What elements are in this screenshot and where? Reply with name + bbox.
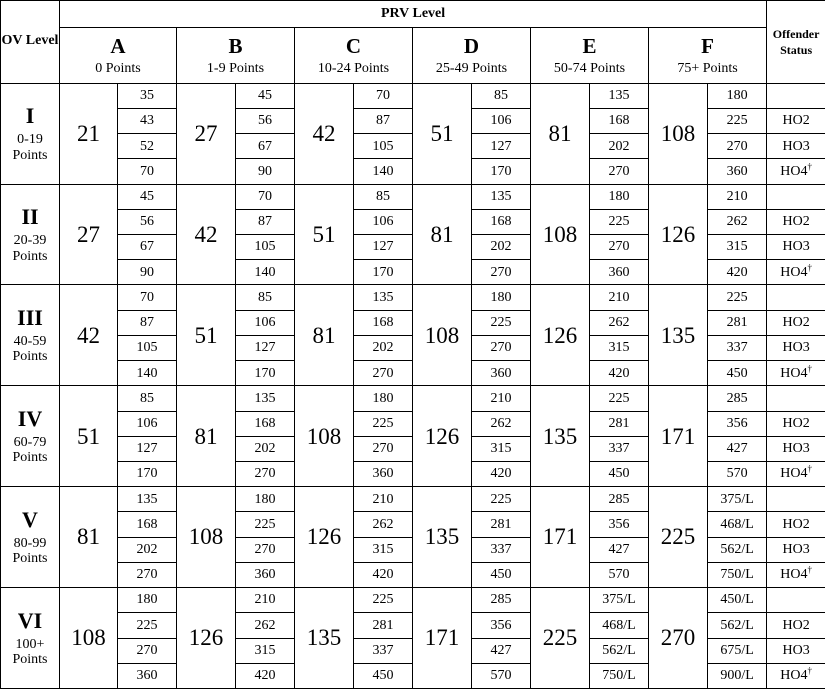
max-sentence-cell: 420 bbox=[708, 260, 767, 285]
max-sentence-cell: 202 bbox=[236, 436, 295, 461]
dagger-footnote-mark: † bbox=[807, 564, 812, 575]
min-sentence-cell: 171 bbox=[413, 588, 472, 689]
min-sentence-cell: 42 bbox=[295, 83, 354, 184]
offender-status-label: HO4 bbox=[780, 668, 808, 684]
max-sentence-cell: 225 bbox=[472, 310, 531, 335]
offender-status-cell bbox=[767, 588, 825, 613]
max-sentence-cell: 45 bbox=[118, 184, 177, 209]
prv-column-letter: E bbox=[582, 33, 597, 58]
max-sentence-cell: 360 bbox=[354, 461, 413, 486]
prv-column-points: 25-49 Points bbox=[435, 60, 508, 76]
min-sentence-cell: 81 bbox=[295, 285, 354, 386]
offender-status-cell bbox=[767, 512, 825, 537]
offender-status-cell bbox=[767, 184, 825, 209]
max-sentence-cell: 210 bbox=[708, 184, 767, 209]
min-sentence-cell: 135 bbox=[531, 386, 590, 487]
dagger-footnote-mark: † bbox=[807, 362, 812, 373]
ov-level-roman: IV bbox=[17, 405, 43, 431]
max-sentence-cell: 427 bbox=[708, 436, 767, 461]
max-sentence-cell: 180 bbox=[236, 487, 295, 512]
max-sentence-cell: 315 bbox=[354, 537, 413, 562]
column-header-row bbox=[1, 28, 825, 83]
prv-column-points: 10-24 Points bbox=[317, 60, 390, 76]
min-sentence-cell: 108 bbox=[177, 487, 236, 588]
max-sentence-cell: 85 bbox=[472, 83, 531, 108]
min-sentence-cell: 108 bbox=[413, 285, 472, 386]
min-sentence-cell: 126 bbox=[649, 184, 708, 285]
max-sentence-cell: 420 bbox=[590, 361, 649, 386]
min-sentence-cell: 135 bbox=[649, 285, 708, 386]
ov-level-label bbox=[1, 285, 60, 386]
max-sentence-cell: 675/L bbox=[708, 638, 767, 663]
max-sentence-cell: 43 bbox=[118, 108, 177, 133]
grid-subrow bbox=[1, 285, 825, 310]
grid-subrow bbox=[1, 184, 825, 209]
max-sentence-cell: 900/L bbox=[708, 663, 767, 688]
offender-status-cell bbox=[767, 638, 825, 663]
min-sentence-cell: 135 bbox=[295, 588, 354, 689]
max-sentence-cell: 262 bbox=[590, 310, 649, 335]
max-sentence-cell: 70 bbox=[118, 285, 177, 310]
max-sentence-cell: 140 bbox=[354, 159, 413, 184]
max-sentence-cell: 180 bbox=[708, 83, 767, 108]
offender-status-cell bbox=[767, 108, 825, 133]
offender-status-label: HO4 bbox=[780, 466, 808, 482]
grid-subrow bbox=[1, 487, 825, 512]
max-sentence-cell: 87 bbox=[236, 209, 295, 234]
max-sentence-cell: 67 bbox=[236, 134, 295, 159]
min-sentence-cell: 42 bbox=[177, 184, 236, 285]
ov-level-label bbox=[1, 588, 60, 689]
ov-level-label bbox=[1, 184, 60, 285]
ov-level-range: 40-59 bbox=[13, 334, 47, 350]
max-sentence-cell: 180 bbox=[472, 285, 531, 310]
max-sentence-cell: 570 bbox=[472, 663, 531, 688]
max-sentence-cell: 468/L bbox=[590, 613, 649, 638]
max-sentence-cell: 420 bbox=[354, 562, 413, 587]
max-sentence-cell: 87 bbox=[354, 108, 413, 133]
max-sentence-cell: 285 bbox=[590, 487, 649, 512]
ov-level-roman: V bbox=[22, 506, 38, 532]
max-sentence-cell: 106 bbox=[354, 209, 413, 234]
max-sentence-cell: 427 bbox=[472, 638, 531, 663]
max-sentence-cell: 420 bbox=[472, 461, 531, 486]
max-sentence-cell: 225 bbox=[354, 588, 413, 613]
prv-column-header bbox=[649, 28, 767, 83]
prv-column-points: 0 Points bbox=[95, 60, 141, 76]
offender-status-cell bbox=[767, 487, 825, 512]
offender-status-cell bbox=[767, 613, 825, 638]
max-sentence-cell: 140 bbox=[236, 260, 295, 285]
offender-status-label: HO4 bbox=[780, 567, 808, 583]
max-sentence-cell: 168 bbox=[590, 108, 649, 133]
prv-column-header bbox=[531, 28, 649, 83]
max-sentence-cell: 67 bbox=[118, 235, 177, 260]
max-sentence-cell: 140 bbox=[118, 361, 177, 386]
min-sentence-cell: 225 bbox=[531, 588, 590, 689]
max-sentence-cell: 270 bbox=[354, 361, 413, 386]
prv-column-points: 1-9 Points bbox=[206, 60, 265, 76]
max-sentence-cell: 170 bbox=[354, 260, 413, 285]
max-sentence-cell: 315 bbox=[708, 235, 767, 260]
max-sentence-cell: 225 bbox=[708, 285, 767, 310]
max-sentence-cell: 270 bbox=[118, 638, 177, 663]
min-sentence-cell: 27 bbox=[60, 184, 118, 285]
max-sentence-cell: 270 bbox=[472, 260, 531, 285]
max-sentence-cell: 375/L bbox=[708, 487, 767, 512]
min-sentence-cell: 126 bbox=[531, 285, 590, 386]
ov-level-roman: I bbox=[25, 103, 35, 129]
max-sentence-cell: 127 bbox=[236, 335, 295, 360]
min-sentence-cell: 81 bbox=[413, 184, 472, 285]
min-sentence-cell: 171 bbox=[531, 487, 590, 588]
min-sentence-cell: 108 bbox=[60, 588, 118, 689]
min-sentence-cell: 27 bbox=[177, 83, 236, 184]
max-sentence-cell: 85 bbox=[354, 184, 413, 209]
min-sentence-cell: 51 bbox=[295, 184, 354, 285]
grid-subrow bbox=[1, 588, 825, 613]
min-sentence-cell: 108 bbox=[295, 386, 354, 487]
ov-level-points: Points bbox=[12, 349, 48, 365]
ov-level-range: 20-39 bbox=[13, 233, 47, 249]
max-sentence-cell: 87 bbox=[118, 310, 177, 335]
min-sentence-cell: 126 bbox=[413, 386, 472, 487]
offender-status-cell bbox=[767, 386, 825, 411]
max-sentence-cell: 281 bbox=[590, 411, 649, 436]
min-sentence-cell: 51 bbox=[60, 386, 118, 487]
max-sentence-cell: 281 bbox=[354, 613, 413, 638]
max-sentence-cell: 360 bbox=[118, 663, 177, 688]
ov-level-label bbox=[1, 83, 60, 184]
max-sentence-cell: 285 bbox=[708, 386, 767, 411]
max-sentence-cell: 281 bbox=[472, 512, 531, 537]
min-sentence-cell: 126 bbox=[177, 588, 236, 689]
offender-status-header: Offender Status bbox=[767, 1, 825, 84]
offender-status-cell bbox=[767, 209, 825, 234]
min-sentence-cell: 51 bbox=[177, 285, 236, 386]
offender-status-cell bbox=[767, 335, 825, 360]
min-sentence-cell: 51 bbox=[413, 83, 472, 184]
min-sentence-cell: 171 bbox=[649, 386, 708, 487]
offender-status-cell bbox=[767, 134, 825, 159]
max-sentence-cell: 270 bbox=[708, 134, 767, 159]
max-sentence-cell: 450 bbox=[472, 562, 531, 587]
max-sentence-cell: 468/L bbox=[708, 512, 767, 537]
offender-status-label: HO3 bbox=[782, 340, 810, 356]
min-sentence-cell: 42 bbox=[60, 285, 118, 386]
max-sentence-cell: 90 bbox=[118, 260, 177, 285]
max-sentence-cell: 262 bbox=[708, 209, 767, 234]
max-sentence-cell: 45 bbox=[236, 83, 295, 108]
offender-status-label: HO2 bbox=[782, 617, 810, 633]
max-sentence-cell: 202 bbox=[472, 235, 531, 260]
offender-status-cell bbox=[767, 361, 825, 386]
ov-level-label bbox=[1, 487, 60, 588]
max-sentence-cell: 135 bbox=[472, 184, 531, 209]
max-sentence-cell: 105 bbox=[236, 235, 295, 260]
max-sentence-cell: 360 bbox=[708, 159, 767, 184]
offender-status-cell bbox=[767, 310, 825, 335]
ov-level-label bbox=[1, 386, 60, 487]
max-sentence-cell: 337 bbox=[708, 335, 767, 360]
offender-status-label: HO2 bbox=[782, 516, 810, 532]
max-sentence-cell: 285 bbox=[472, 588, 531, 613]
max-sentence-cell: 750/L bbox=[590, 663, 649, 688]
max-sentence-cell: 450 bbox=[590, 461, 649, 486]
max-sentence-cell: 570 bbox=[590, 562, 649, 587]
max-sentence-cell: 281 bbox=[708, 310, 767, 335]
max-sentence-cell: 360 bbox=[590, 260, 649, 285]
dagger-footnote-mark: † bbox=[807, 463, 812, 474]
prv-column-header bbox=[177, 28, 295, 83]
max-sentence-cell: 127 bbox=[118, 436, 177, 461]
ov-level-points: Points bbox=[12, 551, 48, 567]
max-sentence-cell: 270 bbox=[236, 461, 295, 486]
min-sentence-cell: 135 bbox=[413, 487, 472, 588]
prv-column-header bbox=[60, 28, 177, 83]
offender-status-label: HO4 bbox=[780, 365, 808, 381]
max-sentence-cell: 315 bbox=[472, 436, 531, 461]
min-sentence-cell: 81 bbox=[531, 83, 590, 184]
dagger-footnote-mark: † bbox=[807, 665, 812, 676]
max-sentence-cell: 90 bbox=[236, 159, 295, 184]
prv-column-letter: D bbox=[463, 33, 480, 58]
max-sentence-cell: 225 bbox=[708, 108, 767, 133]
header-row-top bbox=[1, 1, 825, 28]
grid-subrow bbox=[1, 386, 825, 411]
max-sentence-cell: 105 bbox=[118, 335, 177, 360]
prv-level-header: PRV Level bbox=[60, 1, 767, 28]
max-sentence-cell: 70 bbox=[354, 83, 413, 108]
max-sentence-cell: 85 bbox=[118, 386, 177, 411]
prv-column-letter: A bbox=[110, 33, 126, 58]
max-sentence-cell: 170 bbox=[236, 361, 295, 386]
min-sentence-cell: 126 bbox=[295, 487, 354, 588]
offender-status-label: HO2 bbox=[782, 415, 810, 431]
max-sentence-cell: 35 bbox=[118, 83, 177, 108]
max-sentence-cell: 168 bbox=[354, 310, 413, 335]
max-sentence-cell: 450 bbox=[708, 361, 767, 386]
max-sentence-cell: 360 bbox=[236, 562, 295, 587]
max-sentence-cell: 56 bbox=[236, 108, 295, 133]
min-sentence-cell: 108 bbox=[649, 83, 708, 184]
offender-status-label: HO2 bbox=[782, 315, 810, 331]
max-sentence-cell: 562/L bbox=[708, 613, 767, 638]
max-sentence-cell: 210 bbox=[236, 588, 295, 613]
dagger-footnote-mark: † bbox=[807, 261, 812, 272]
ov-level-points: Points bbox=[12, 248, 48, 264]
max-sentence-cell: 270 bbox=[590, 235, 649, 260]
max-sentence-cell: 106 bbox=[118, 411, 177, 436]
max-sentence-cell: 180 bbox=[354, 386, 413, 411]
max-sentence-cell: 225 bbox=[236, 512, 295, 537]
offender-status-cell bbox=[767, 285, 825, 310]
prv-column-letter: B bbox=[228, 33, 243, 58]
offender-status-label: HO2 bbox=[782, 113, 810, 129]
min-sentence-cell: 225 bbox=[649, 487, 708, 588]
max-sentence-cell: 427 bbox=[590, 537, 649, 562]
ov-level-points: Points bbox=[12, 450, 48, 466]
max-sentence-cell: 337 bbox=[354, 638, 413, 663]
max-sentence-cell: 570 bbox=[708, 461, 767, 486]
ov-level-roman: II bbox=[21, 204, 39, 230]
offender-status-label: HO3 bbox=[782, 642, 810, 658]
offender-status-cell bbox=[767, 83, 825, 108]
max-sentence-cell: 202 bbox=[590, 134, 649, 159]
offender-status-cell bbox=[767, 159, 825, 184]
prv-column-points: 75+ Points bbox=[677, 60, 738, 76]
offender-status-cell bbox=[767, 461, 825, 486]
min-sentence-cell: 81 bbox=[60, 487, 118, 588]
max-sentence-cell: 56 bbox=[118, 209, 177, 234]
max-sentence-cell: 270 bbox=[354, 436, 413, 461]
max-sentence-cell: 85 bbox=[236, 285, 295, 310]
max-sentence-cell: 270 bbox=[472, 335, 531, 360]
offender-status-cell bbox=[767, 537, 825, 562]
max-sentence-cell: 270 bbox=[236, 537, 295, 562]
ov-level-range: 0-19 bbox=[17, 132, 43, 148]
grid-subrow bbox=[1, 83, 825, 108]
max-sentence-cell: 356 bbox=[590, 512, 649, 537]
prv-column-letter: C bbox=[345, 33, 362, 58]
max-sentence-cell: 180 bbox=[590, 184, 649, 209]
offender-status-label: HO4 bbox=[780, 264, 808, 280]
offender-status-label: HO2 bbox=[782, 214, 810, 230]
offender-status-cell bbox=[767, 260, 825, 285]
max-sentence-cell: 262 bbox=[354, 512, 413, 537]
min-sentence-cell: 21 bbox=[60, 83, 118, 184]
offender-status-label: HO3 bbox=[782, 239, 810, 255]
max-sentence-cell: 70 bbox=[236, 184, 295, 209]
ov-level-roman: VI bbox=[17, 607, 43, 633]
offender-status-cell bbox=[767, 562, 825, 587]
max-sentence-cell: 337 bbox=[472, 537, 531, 562]
max-sentence-cell: 202 bbox=[354, 335, 413, 360]
max-sentence-cell: 127 bbox=[354, 235, 413, 260]
max-sentence-cell: 420 bbox=[236, 663, 295, 688]
max-sentence-cell: 210 bbox=[354, 487, 413, 512]
offender-status-cell bbox=[767, 235, 825, 260]
max-sentence-cell: 225 bbox=[472, 487, 531, 512]
max-sentence-cell: 262 bbox=[472, 411, 531, 436]
max-sentence-cell: 168 bbox=[236, 411, 295, 436]
max-sentence-cell: 127 bbox=[472, 134, 531, 159]
max-sentence-cell: 225 bbox=[590, 386, 649, 411]
offender-status-cell bbox=[767, 663, 825, 688]
max-sentence-cell: 168 bbox=[118, 512, 177, 537]
max-sentence-cell: 106 bbox=[472, 108, 531, 133]
max-sentence-cell: 135 bbox=[118, 487, 177, 512]
max-sentence-cell: 70 bbox=[118, 159, 177, 184]
max-sentence-cell: 337 bbox=[590, 436, 649, 461]
max-sentence-cell: 180 bbox=[118, 588, 177, 613]
max-sentence-cell: 375/L bbox=[590, 588, 649, 613]
max-sentence-cell: 262 bbox=[236, 613, 295, 638]
offender-status-label: HO3 bbox=[782, 542, 810, 558]
prv-column-header bbox=[413, 28, 531, 83]
max-sentence-cell: 360 bbox=[472, 361, 531, 386]
max-sentence-cell: 170 bbox=[472, 159, 531, 184]
max-sentence-cell: 270 bbox=[590, 159, 649, 184]
max-sentence-cell: 270 bbox=[118, 562, 177, 587]
max-sentence-cell: 356 bbox=[472, 613, 531, 638]
min-sentence-cell: 108 bbox=[531, 184, 590, 285]
max-sentence-cell: 135 bbox=[236, 386, 295, 411]
ov-level-range: 80-99 bbox=[13, 535, 47, 551]
dagger-footnote-mark: † bbox=[807, 161, 812, 172]
min-sentence-cell: 81 bbox=[177, 386, 236, 487]
max-sentence-cell: 450 bbox=[354, 663, 413, 688]
offender-status-label: HO3 bbox=[782, 138, 810, 154]
ov-level-range: 60-79 bbox=[13, 434, 47, 450]
offender-status-label: HO3 bbox=[782, 441, 810, 457]
max-sentence-cell: 106 bbox=[236, 310, 295, 335]
max-sentence-cell: 135 bbox=[590, 83, 649, 108]
max-sentence-cell: 225 bbox=[590, 209, 649, 234]
max-sentence-cell: 225 bbox=[118, 613, 177, 638]
ov-level-header: OV Level bbox=[1, 1, 60, 84]
max-sentence-cell: 210 bbox=[472, 386, 531, 411]
max-sentence-cell: 315 bbox=[590, 335, 649, 360]
prv-column-header bbox=[295, 28, 413, 83]
max-sentence-cell: 135 bbox=[354, 285, 413, 310]
max-sentence-cell: 562/L bbox=[708, 537, 767, 562]
max-sentence-cell: 105 bbox=[354, 134, 413, 159]
ov-level-range: 100+ bbox=[15, 636, 45, 652]
prv-column-points: 50-74 Points bbox=[553, 60, 626, 76]
max-sentence-cell: 562/L bbox=[590, 638, 649, 663]
max-sentence-cell: 225 bbox=[354, 411, 413, 436]
offender-status-label: HO4 bbox=[780, 163, 808, 179]
max-sentence-cell: 210 bbox=[590, 285, 649, 310]
offender-status-cell bbox=[767, 411, 825, 436]
ov-level-roman: III bbox=[17, 304, 43, 330]
max-sentence-cell: 450/L bbox=[708, 588, 767, 613]
max-sentence-cell: 356 bbox=[708, 411, 767, 436]
ov-level-points: Points bbox=[12, 652, 48, 668]
max-sentence-cell: 315 bbox=[236, 638, 295, 663]
max-sentence-cell: 168 bbox=[472, 209, 531, 234]
prv-column-letter: F bbox=[701, 33, 714, 58]
max-sentence-cell: 170 bbox=[118, 461, 177, 486]
max-sentence-cell: 750/L bbox=[708, 562, 767, 587]
offender-status-cell bbox=[767, 436, 825, 461]
max-sentence-cell: 202 bbox=[118, 537, 177, 562]
max-sentence-cell: 52 bbox=[118, 134, 177, 159]
min-sentence-cell: 270 bbox=[649, 588, 708, 689]
ov-level-points: Points bbox=[12, 147, 48, 163]
